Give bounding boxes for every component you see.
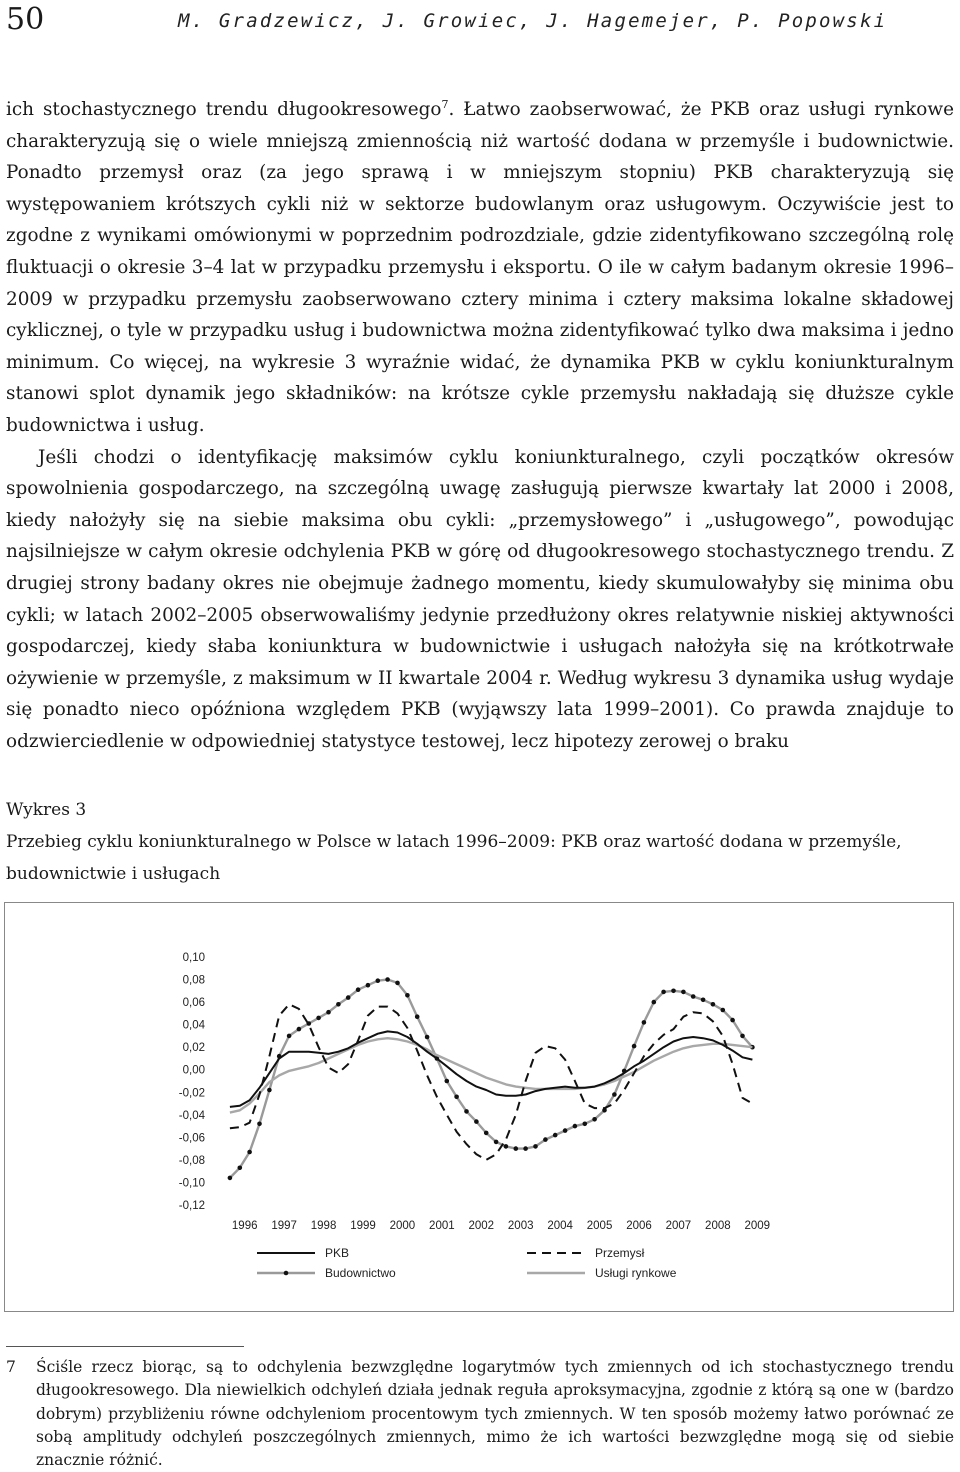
series-point: [287, 1034, 292, 1039]
series-point: [612, 1092, 617, 1097]
running-head: M. Gradzewicz, J. Growiec, J. Hagemejer, P. Popowski: [178, 10, 888, 32]
line-chart: [5, 903, 953, 1311]
body-text: [6, 94, 954, 757]
footnote-ref[interactable]: 7: [441, 97, 449, 111]
series-point: [721, 1008, 726, 1013]
x-tick-label: 2004: [547, 1220, 573, 1232]
series-point: [553, 1133, 558, 1138]
y-tick-label: 0,00: [182, 1064, 205, 1077]
figure-label: Wykres 3: [6, 800, 87, 820]
series-line: [230, 1038, 753, 1112]
legend-swatch-point: [284, 1271, 289, 1276]
series-point: [681, 990, 686, 995]
paragraph-2: Jeśli chodzi o identyfikację maksimów cyklu koniunkturalnego, czyli początków okresów spowolnienia gospodarczego, na szczególną uwagę zasługują pierwsze kwartały lat 2000 i 2008, kiedy nałożyły się na siebie maksima obu cykli: „przemysłowego” i „usługowego”, powodując najsilniejsze w całym okresie odchylenia PKB w górę od długookresowego stochastycznego trendu. Z drugiej strony badany okres nie obejmuje żadnego momentu, kiedy skumulowałyby się minima obu cykli; w latach 2002–2005 obserwowaliśmy jedynie przedłużony okres relatywnie niskiej aktywności gospodarczej, kiedy słaba koniunktura w budownictwie i usługach nałożyła się na krótkotrwałe ożywienie w przemyśle, z maksimum w II kwartale 2004 r. Według wykresu 3 dynamika usług wydaje się ponadto nieco opóźniona względem PKB (wyjąwszy lata 1999–2001). Co prawda znajduje to odzwierciedlenie w odpowiedniej statystyce testowej, lecz hipotezy zerowej o braku: [6, 446, 954, 752]
footnote: [6, 1356, 954, 1472]
series-point: [297, 1027, 302, 1032]
figure-title: Przebieg cyklu koniunkturalnego w Polsce w latach 1996–2009: PKB oraz wartość dodana w przemyśle, budownictwie i usługach: [6, 832, 902, 884]
x-tick-label: 1996: [231, 1220, 258, 1232]
y-tick-label: 0,10: [182, 952, 205, 964]
series-point: [563, 1128, 568, 1133]
x-tick-label: 2001: [429, 1220, 455, 1232]
series-point: [405, 993, 410, 998]
series-point: [425, 1035, 430, 1040]
footnote-mark: 7: [6, 1358, 16, 1376]
series-point: [395, 981, 400, 986]
page-number: 50: [6, 2, 45, 37]
series-point: [247, 1150, 252, 1155]
series-point: [346, 995, 351, 1000]
page-header: [6, 2, 954, 42]
x-tick-label: 2002: [468, 1220, 495, 1232]
chart-frame: [4, 902, 954, 1312]
y-tick-label: -0,12: [178, 1200, 205, 1212]
x-tick-label: 1999: [350, 1220, 376, 1232]
series-point: [454, 1095, 459, 1100]
x-tick-label: 2003: [507, 1220, 534, 1232]
series-point: [543, 1137, 548, 1142]
series-point: [494, 1140, 499, 1145]
y-tick-label: 0,04: [182, 1019, 205, 1032]
series-point: [366, 983, 371, 988]
figure-caption: [6, 794, 954, 890]
series-point: [632, 1044, 637, 1049]
series-point: [671, 989, 676, 994]
footnote-divider: [6, 1346, 244, 1347]
series-point: [661, 990, 666, 995]
series-point: [336, 1002, 341, 1007]
paragraph-1-rest: . Łatwo zaobserwować, że PKB oraz usługi rynkowe charakteryzują się o wiele mniejszą zmiennością niż wartość dodana w przemyśle i budownictwie. Ponadto przemysł oraz (za jego sprawą i w mniejszym stopniu) PKB charakteryzują się występowaniem krótszych cykli niż w sektorze budowlanym oraz usługowym. Oczywiście jest to zgodne z wynikami omówionymi w poprzednim podrozdziale, gdzie zidentyfikowano szczególną rolę fluktuacji o okresie 3–4 lat w przypadku przemysłu i eksportu. O ile w całym badanym okresie 1996–2009 w przypadku przemysłu zaobserwowano cztery minima i cztery maksima lokalne składowej cyklicznej, o tyle w przypadku usług i budownictwa można zidentyfikować tylko dwa maksima i jedno minimum. Co więcej, na wykresie 3 wyraźnie widać, że dynamika PKB w cyklu koniunkturalnym stanowi splot dynamik jego składników: na krótsze cykle przemysłu nakładają się dłuższe cykle budownictwa i usług.: [6, 99, 954, 436]
series-point: [730, 1018, 735, 1023]
series-line: [230, 1031, 753, 1107]
x-tick-label: 2000: [389, 1220, 416, 1232]
series-point: [504, 1144, 509, 1149]
x-tick-label: 2005: [586, 1220, 613, 1232]
series-point: [228, 1176, 233, 1181]
series-point: [326, 1010, 331, 1015]
series-point: [592, 1117, 597, 1122]
y-tick-label: 0,08: [182, 974, 205, 987]
y-tick-label: 0,06: [182, 997, 205, 1010]
y-tick-label: 0,02: [182, 1042, 205, 1055]
series-point: [316, 1016, 321, 1021]
series-point: [356, 987, 361, 992]
x-tick-label: 1998: [310, 1220, 337, 1232]
paragraph-1-start: ich stochastycznego trendu długookresowego: [6, 99, 442, 120]
series-point: [267, 1088, 272, 1093]
legend-label: PKB: [325, 1246, 350, 1260]
paragraph-1: [6, 94, 954, 442]
legend-label: Budownictwo: [325, 1266, 396, 1280]
series-point: [484, 1131, 489, 1136]
series-point: [257, 1122, 262, 1127]
series-point: [238, 1166, 243, 1171]
y-tick-label: -0,08: [178, 1154, 205, 1167]
y-tick-label: -0,04: [178, 1109, 205, 1122]
series-point: [445, 1079, 450, 1084]
x-tick-label: 2009: [744, 1220, 771, 1232]
series-point: [385, 977, 390, 982]
series-point: [415, 1014, 420, 1019]
x-tick-label: 2006: [626, 1220, 652, 1232]
y-tick-label: -0,02: [178, 1087, 205, 1100]
series-point: [701, 998, 706, 1003]
series-point: [691, 994, 696, 999]
y-tick-label: -0,06: [178, 1132, 205, 1145]
x-tick-label: 1997: [271, 1220, 297, 1232]
series-point: [583, 1122, 588, 1127]
series-point: [474, 1119, 479, 1124]
series-point: [514, 1146, 519, 1151]
series-point: [652, 1000, 657, 1005]
series-point: [740, 1034, 745, 1039]
legend-label: Przemysł: [595, 1246, 645, 1260]
series-point: [464, 1109, 469, 1114]
series-point: [642, 1020, 647, 1025]
x-tick-label: 2008: [705, 1220, 731, 1232]
y-tick-label: -0,10: [178, 1177, 205, 1190]
series-point: [376, 978, 381, 983]
series-point: [523, 1146, 528, 1151]
series-point: [573, 1124, 578, 1129]
footnote-text: Ściśle rzecz biorąc, są to odchylenia bezwzględne logarytmów tych zmiennych od ich stochastycznego trendu długookresowego. Dla niewielkich odchyleń działa jednak reguła aproksymacyjna, zgodnie z którą są one w (bardzo dobrym) przybliżeniu równe odchyleniom procentowym tych zmiennych. W ten sposób możemy łatwo porównać ze sobą amplitudy odchyleń poszczególnych zmiennych, mimo że ich wartości bezwzględne mogą się od siebie znacznie różnić.: [36, 1358, 954, 1470]
series-point: [711, 1002, 716, 1007]
series-point: [533, 1144, 538, 1149]
x-tick-label: 2007: [665, 1220, 692, 1232]
legend-label: Usługi rynkowe: [595, 1266, 677, 1280]
